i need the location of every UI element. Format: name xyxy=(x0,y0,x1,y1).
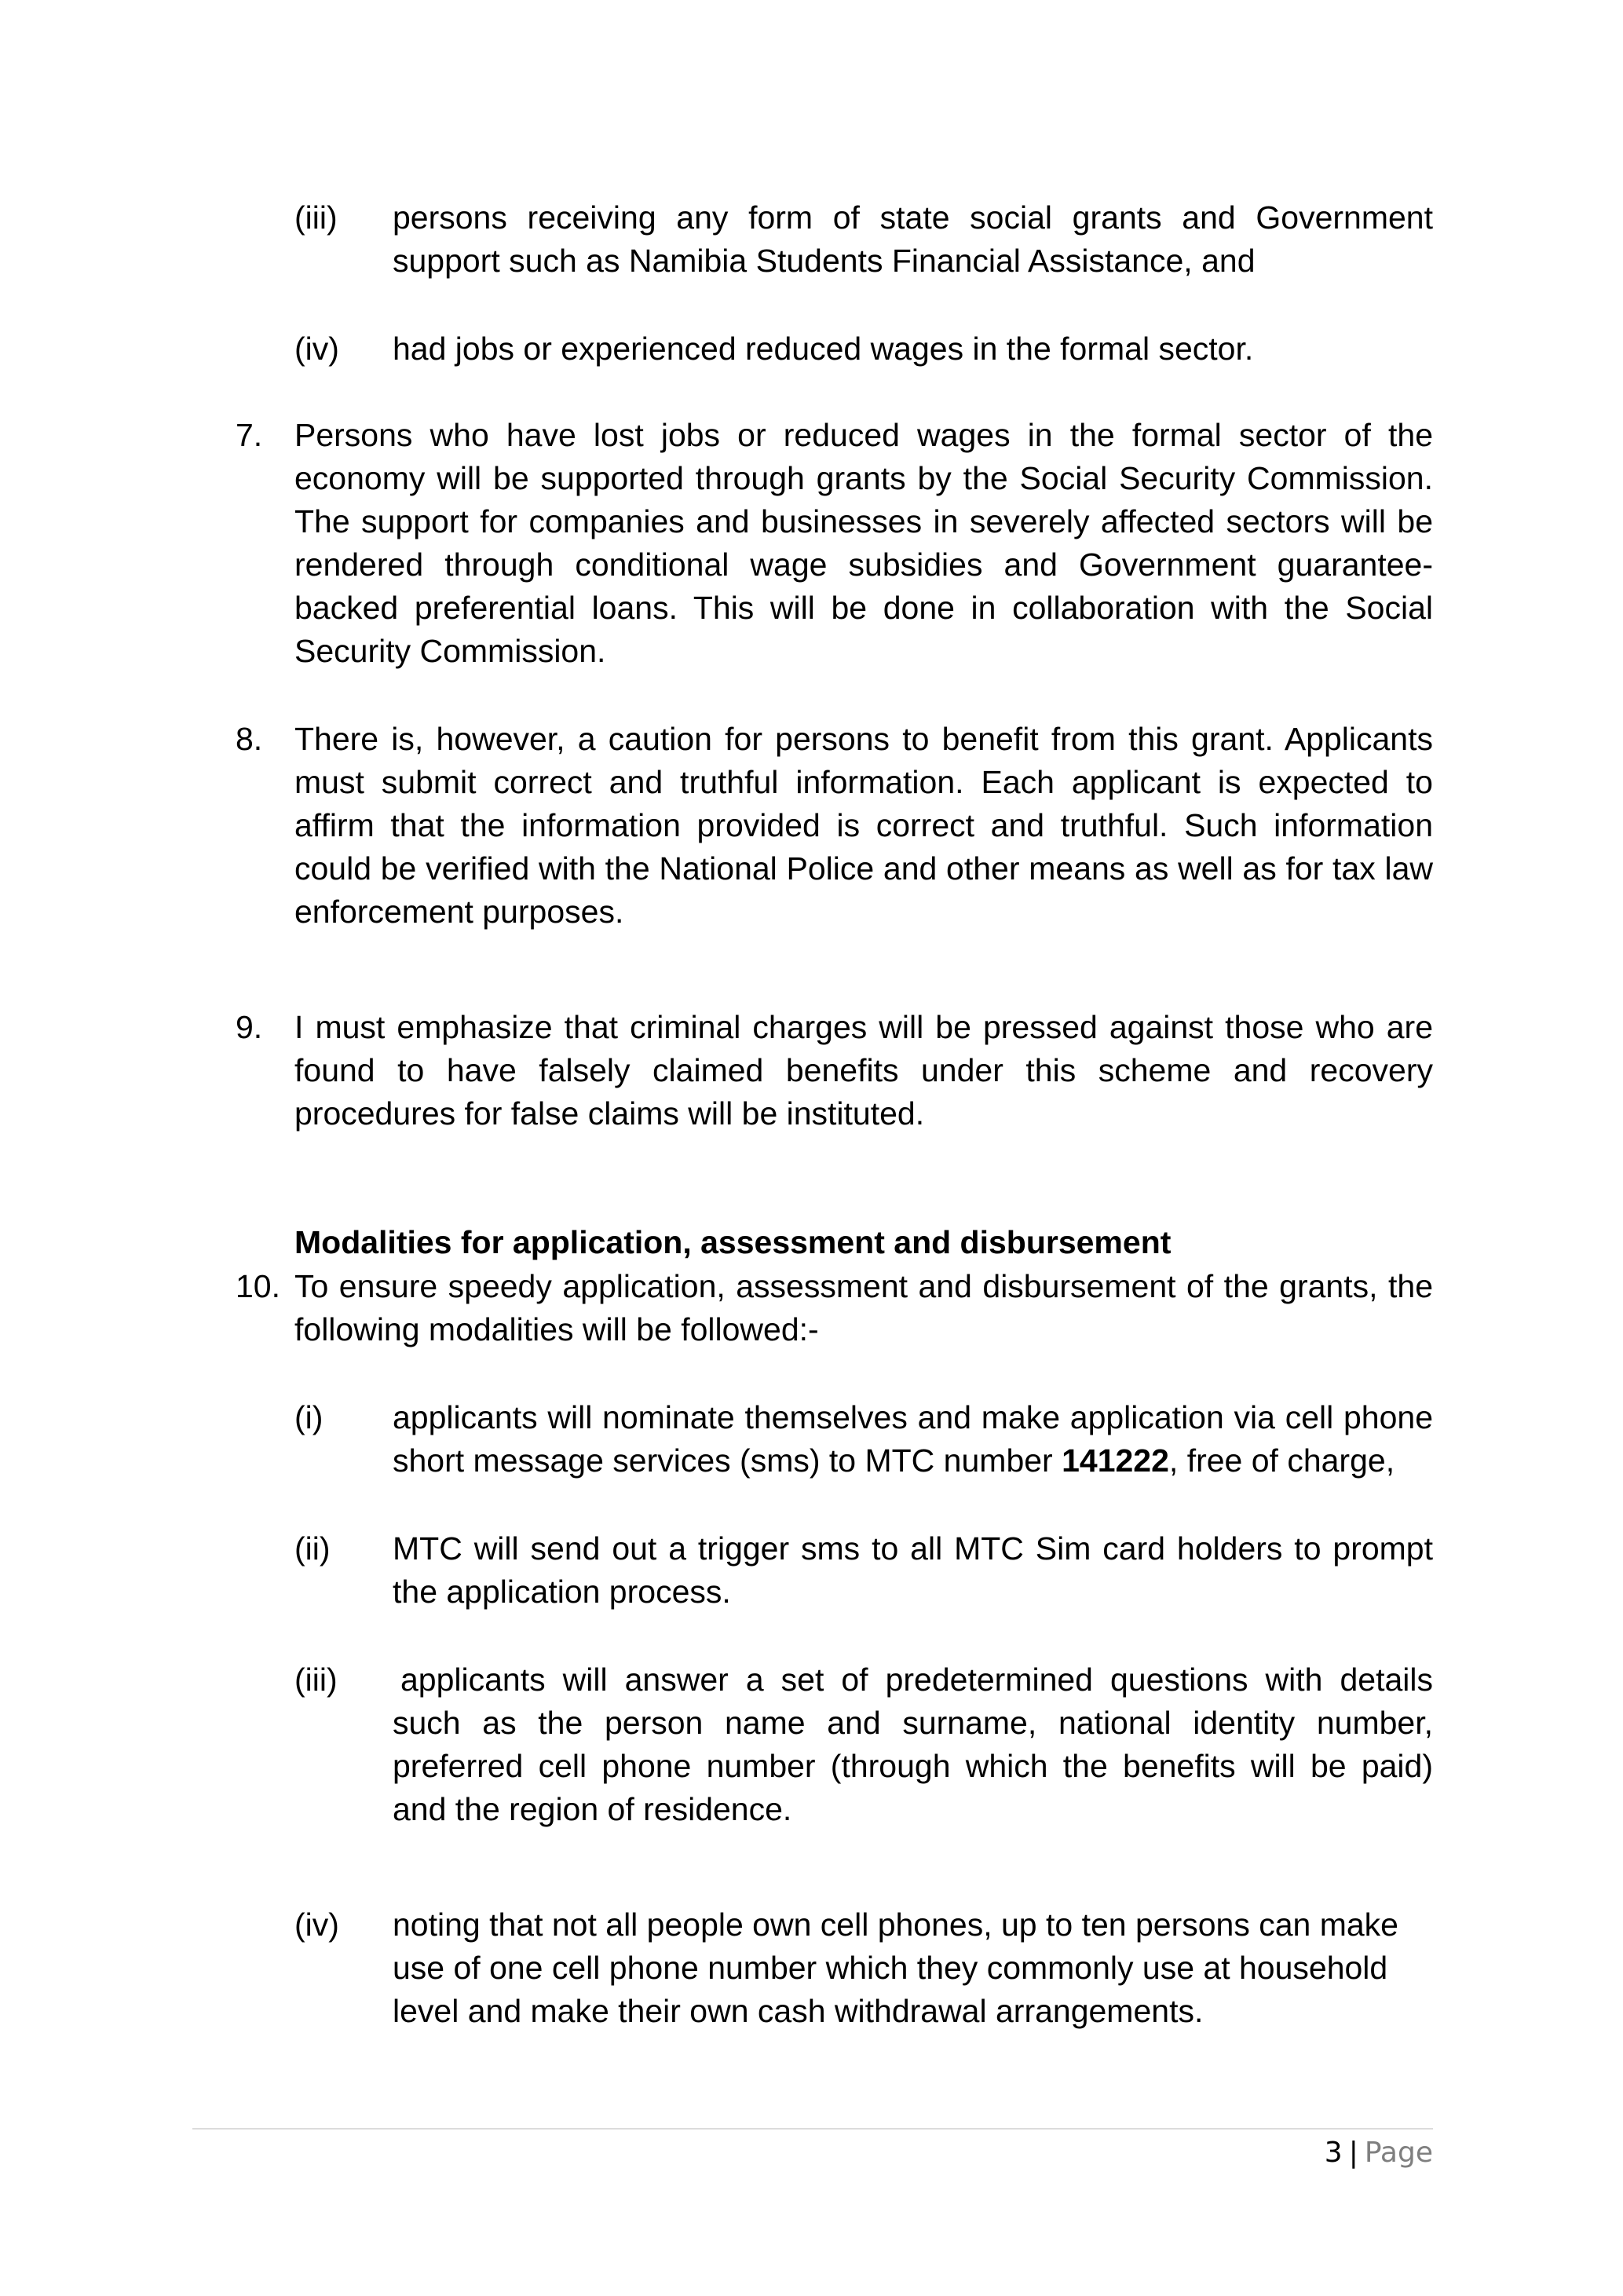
list-item-text xyxy=(393,1396,1433,1483)
paragraph-number: 10. xyxy=(236,1268,280,1304)
list-marker: (iv) xyxy=(294,1907,339,1943)
list-marker: (iv) xyxy=(294,331,339,367)
paragraph-text: Persons who have lost jobs or reduced wages in the formal sector of the economy will be supported through grants by the Social Security Commission. The support for companies and businesses in severely affected sectors will be rendered through conditional wage subsidies and Government guarantee-backed preferential loans. This will be done in collaboration with the Social Security Commission. xyxy=(294,417,1433,669)
paragraph-text: To ensure speedy application, assessment and disbursement of the grants, the following modalities will be followed:- xyxy=(294,1268,1433,1347)
list-item-text-end: , free of charge, xyxy=(1168,1442,1395,1479)
paragraph-text: I must emphasize that criminal charges will be pressed against those who are found to have falsely claimed benefits under this scheme and recovery procedures for false claims will be instituted. xyxy=(294,1009,1433,1132)
paragraph-text: There is, however, a caution for persons to benefit from this grant. Applicants must submit correct and truthful information. Each applicant is expected to affirm that the information provided is correct and truthful. Such information could be verified with the National Police and other means as well as for tax law enforcement purposes. xyxy=(294,721,1433,930)
list-item-text-start: applicants will nominate themselves and make application via cell phone short message services (sms) to MTC number xyxy=(393,1399,1433,1479)
paragraph-number: 7. xyxy=(236,417,263,453)
footer-divider xyxy=(192,2128,1433,2130)
page-footer xyxy=(1325,2136,1433,2170)
mtc-number: 141222 xyxy=(1062,1442,1169,1479)
list-marker: (i) xyxy=(294,1399,324,1435)
list-item-text: had jobs or experienced reduced wages in the formal sector. xyxy=(393,331,1254,367)
page-number: 3 xyxy=(1324,2137,1343,2169)
paragraph-number: 8. xyxy=(236,721,263,757)
list-marker: (iii) xyxy=(294,199,338,236)
list-marker: (ii) xyxy=(294,1530,331,1567)
section-heading: Modalities for application, assessment and disbursement xyxy=(294,1224,1172,1260)
list-item-text: applicants will answer a set of predetermined questions with details such as the person name and surname, national identity number, preferred cell phone number (through which the benefits will be paid) and the region of residence. xyxy=(393,1662,1433,1827)
list-item-text: noting that not all people own cell phones, up to ten persons can make use of one cell phone number which they commonly use at household level and make their own cash withdrawal arrangements. xyxy=(393,1907,1398,2029)
list-item-text: MTC will send out a trigger sms to all MTC Sim card holders to prompt the application process. xyxy=(393,1530,1433,1610)
list-marker: (iii) xyxy=(294,1662,338,1698)
list-item-text: persons receiving any form of state social grants and Government support such as Namibia Students Financial Assistance, and xyxy=(393,199,1433,279)
page-label: Page xyxy=(1364,2137,1433,2169)
footer-separator: | xyxy=(1348,2137,1358,2169)
paragraph-number: 9. xyxy=(236,1009,263,1045)
